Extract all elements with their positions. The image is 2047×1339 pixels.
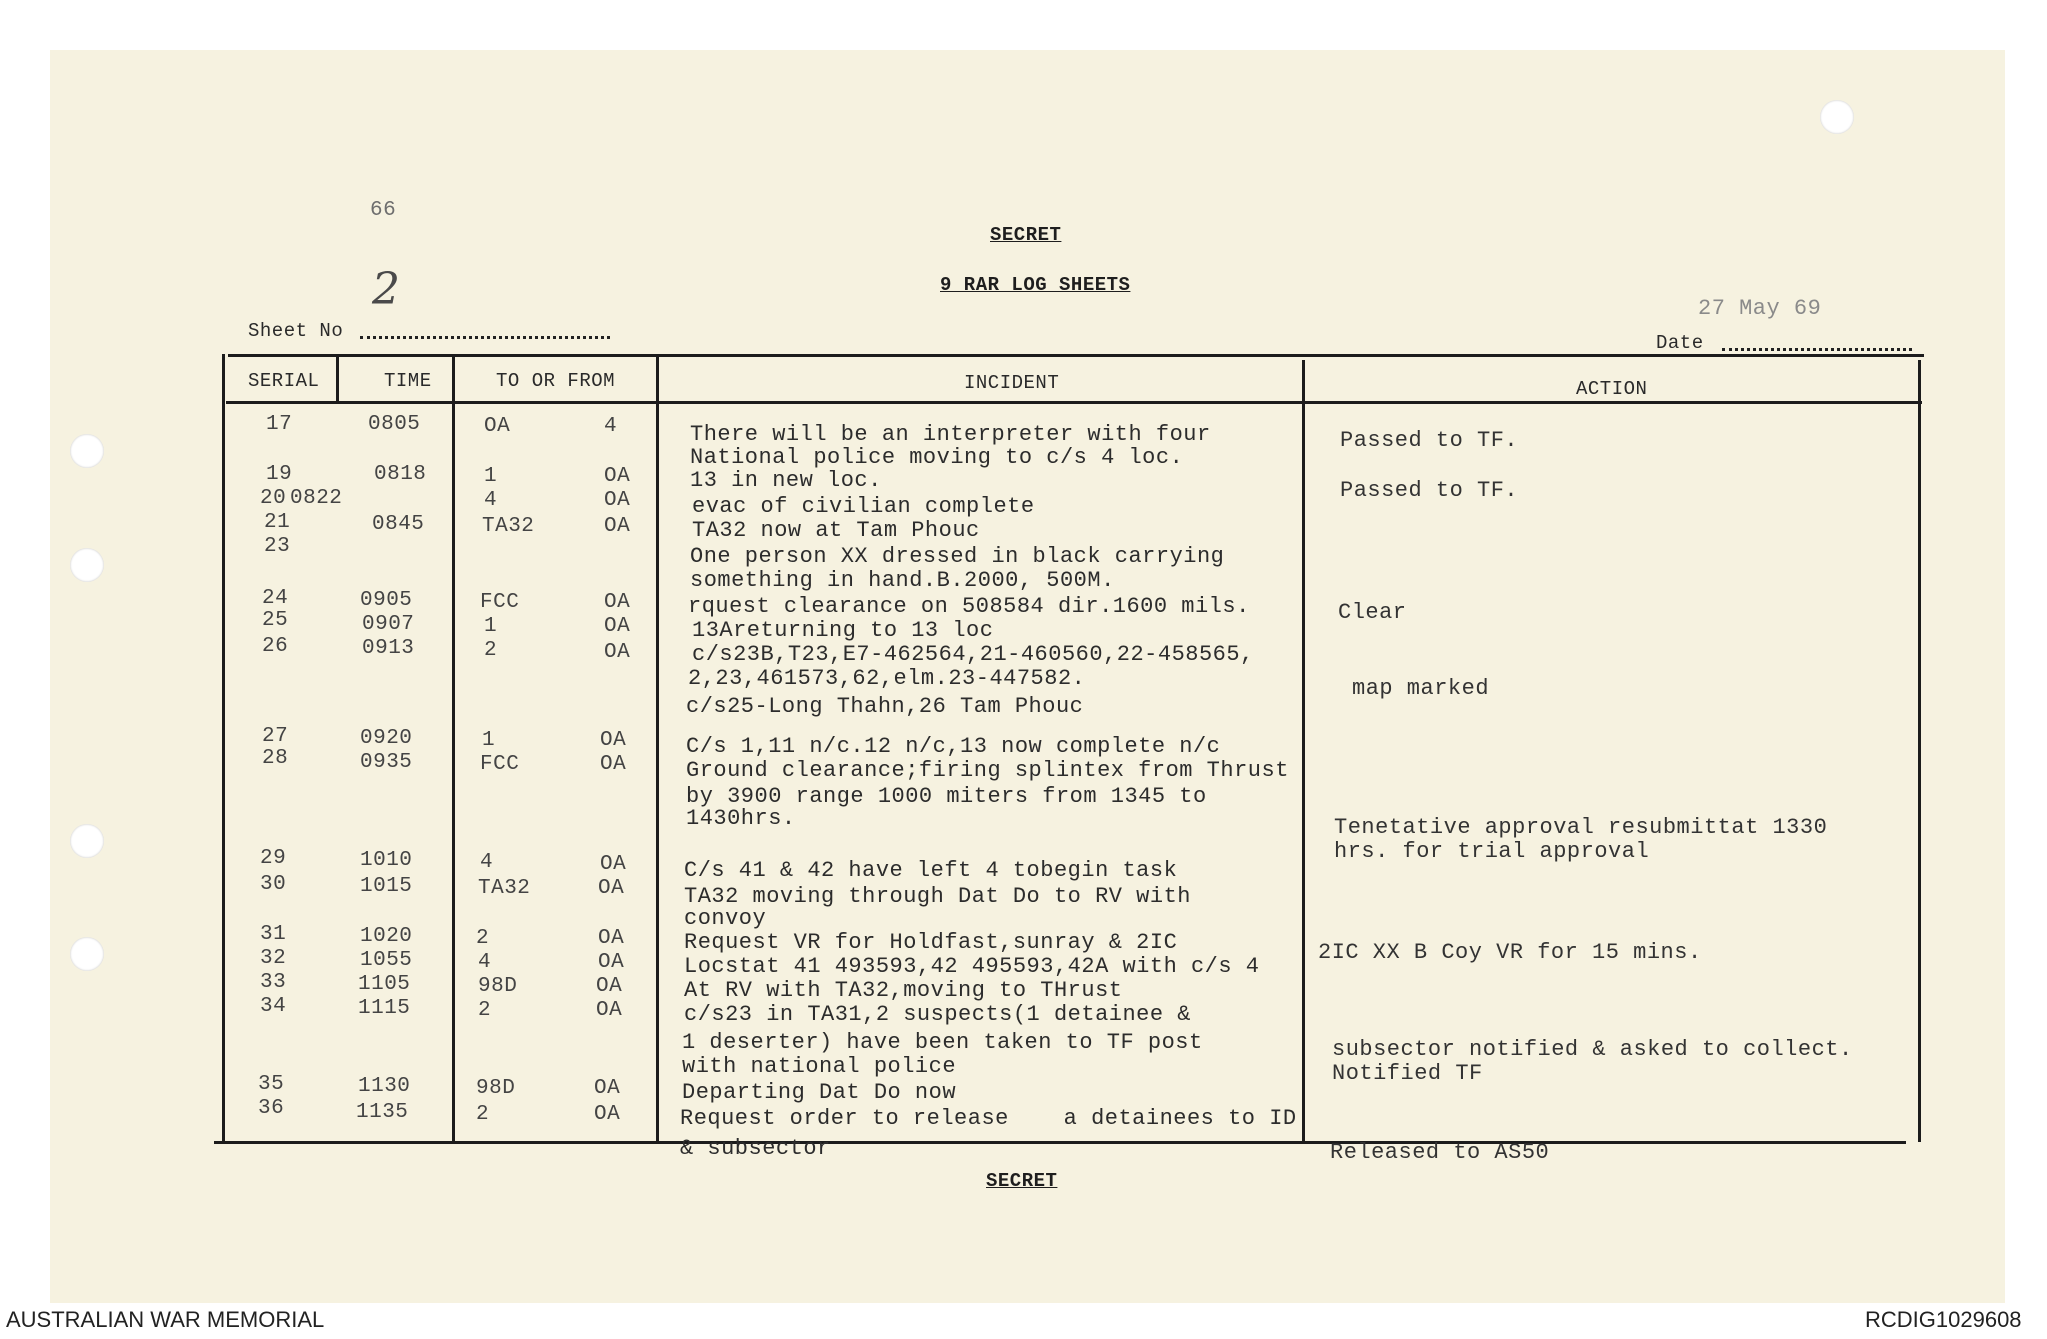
row-34-action-text: subsector notified & asked to collect. Notified TF [1332, 1037, 1853, 1087]
row-29-from: OA [600, 853, 627, 876]
row-34-incident: with national police [682, 1054, 957, 1079]
sheet-no-label: Sheet No [248, 320, 344, 342]
row-34-from: OA [596, 999, 623, 1022]
row-21-incident: TA32 now at Tam Phouc [692, 518, 980, 543]
row-17-serial: 17 [266, 413, 293, 436]
row-17-incident: There will be an interpreter with four [690, 422, 1211, 447]
row-29-serial: 29 [260, 847, 287, 870]
row-20-time: 0822 [290, 487, 343, 510]
document-title: 9 RAR LOG SHEETS [940, 274, 1131, 296]
row-24-to: FCC [480, 591, 520, 614]
row-28-action-text: Tenetative approval resubmittat 1330 hrs. for trial approval [1334, 815, 1828, 865]
row-33-to: 98D [478, 975, 518, 998]
date-dotted-line [1722, 348, 1912, 351]
punch-hole [70, 937, 104, 971]
row-32-incident: Locstat 41 493593,42 495593,42A with c/s 4 [684, 954, 1260, 979]
date-value: 27 May 69 [1698, 296, 1822, 321]
header-serial: SERIAL [248, 370, 320, 392]
row-33-time: 1105 [358, 973, 411, 996]
row-34-serial: 34 [260, 995, 287, 1018]
row-25-serial: 25 [262, 609, 289, 632]
punch-hole [70, 434, 104, 468]
row-32-from: OA [598, 951, 625, 974]
row-31-time: 1020 [360, 925, 413, 948]
row-26-to: 2 [484, 639, 498, 662]
row-36-incident: Request order to release a detainees to ID [680, 1106, 1297, 1131]
row-21-to: TA32 [482, 515, 535, 538]
row-31-serial: 31 [260, 923, 287, 946]
row-27-serial: 27 [262, 725, 289, 748]
column-rule-incident-action [1302, 360, 1305, 1142]
punch-hole [70, 824, 104, 858]
row-20-to: 4 [484, 489, 498, 512]
row-27-time: 0920 [360, 727, 413, 750]
row-28-to: FCC [480, 753, 520, 776]
classification-top: SECRET [990, 224, 1062, 246]
row-19-time: 0818 [374, 463, 427, 486]
row-27-from: OA [600, 729, 627, 752]
row-20-serial: 20 [260, 487, 287, 510]
row-26-serial: 26 [262, 635, 289, 658]
row-35-time: 1130 [358, 1075, 411, 1098]
row-36-time: 1135 [356, 1101, 409, 1124]
row-25-to: 1 [484, 615, 498, 638]
punch-hole [70, 548, 104, 582]
row-25-incident: 13Areturning to 13 loc [692, 618, 994, 643]
row-31-action: 2IC XX B Coy VR for 15 mins. [1318, 940, 1702, 965]
row-32-to: 4 [478, 951, 492, 974]
row-17-to: OA [484, 415, 511, 438]
row-29-incident: C/s 41 & 42 have left 4 tobegin task [684, 858, 1178, 883]
row-24-time: 0905 [360, 589, 413, 612]
row-27-to: 1 [482, 729, 496, 752]
row-28-incident: Ground clearance;firing splintex from Thrust [686, 758, 1289, 783]
row-28-incident: by 3900 range 1000 miters from 1345 to [686, 784, 1207, 809]
row-35-incident: Departing Dat Do now [682, 1080, 957, 1105]
row-19-action: Passed to TF. [1340, 478, 1519, 503]
table-header-rule [226, 401, 1922, 404]
row-19-incident: 13 in new loc. [690, 468, 882, 493]
row-23-serial: 23 [264, 535, 291, 558]
row-17-from: 4 [604, 415, 618, 438]
row-17-incident: National police moving to c/s 4 loc. [690, 445, 1184, 470]
row-36-from: OA [594, 1103, 621, 1126]
row-33-from: OA [596, 975, 623, 998]
row-32-time: 1055 [360, 949, 413, 972]
row-28-action [1334, 816, 1827, 864]
row-35-from: OA [594, 1077, 621, 1100]
row-25-time: 0907 [362, 613, 415, 636]
footer-credit-left: AUSTRALIAN WAR MEMORIAL [6, 1307, 325, 1332]
row-36-serial: 36 [258, 1097, 285, 1120]
header-to-or-from: TO OR FROM [496, 370, 616, 392]
row-24-action: Clear [1338, 600, 1407, 625]
row-28-from: OA [600, 753, 627, 776]
row-19-to: 1 [484, 465, 498, 488]
table-left-border [222, 354, 225, 1144]
row-36-to: 2 [476, 1103, 490, 1126]
row-30-time: 1015 [360, 875, 413, 898]
column-rule-serial-time [336, 354, 339, 404]
header-time: TIME [384, 370, 432, 392]
row-26-incident: 2,23,461573,62,elm.23-447582. [688, 666, 1086, 691]
row-29-to: 4 [480, 851, 494, 874]
column-rule-to-incident [656, 354, 659, 1144]
row-34-incident: c/s23 in TA31,2 suspects(1 detainee & [684, 1002, 1191, 1027]
row-24-from: OA [604, 591, 631, 614]
row-25-from: OA [604, 615, 631, 638]
row-21-serial: 21 [264, 511, 291, 534]
row-29-time: 1010 [360, 849, 413, 872]
sheet-number: 2 [372, 264, 401, 315]
row-30-from: OA [598, 877, 625, 900]
row-20-incident: evac of civilian complete [692, 494, 1035, 519]
row-26-action: map marked [1352, 676, 1490, 701]
row-34-action [1332, 1038, 1853, 1086]
table-bottom-border [214, 1141, 1906, 1144]
sheet-no-dotted-line [360, 336, 610, 339]
row-30-incident: TA32 moving through Dat Do to RV with [684, 884, 1191, 909]
row-28-incident: 1430hrs. [686, 806, 796, 831]
table-right-border [1918, 360, 1921, 1142]
page-number: 66 [370, 199, 397, 222]
row-31-incident: Request VR for Holdfast,sunray & 2IC [684, 930, 1178, 955]
row-26-incident: c/s25-Long Thahn,26 Tam Phouc [686, 694, 1084, 719]
row-34-incident: 1 deserter) have been taken to TF post [682, 1030, 1203, 1055]
footer-credit-right: RCDIG1029608 [1865, 1307, 2022, 1332]
row-26-incident: c/s23B,T23,E7-462564,21-460560,22-458565, [692, 642, 1254, 667]
column-rule-time-to [452, 354, 455, 1144]
table-top-border [228, 354, 1924, 357]
punch-hole [1820, 100, 1854, 134]
row-36-action: Released to AS50 [1330, 1140, 1550, 1165]
row-24-serial: 24 [262, 587, 289, 610]
row-33-serial: 33 [260, 971, 287, 994]
row-36-incident: & subsector [680, 1136, 831, 1161]
classification-bottom: SECRET [986, 1170, 1058, 1192]
row-34-time: 1115 [358, 997, 411, 1020]
row-32-serial: 32 [260, 947, 287, 970]
header-action: ACTION [1576, 378, 1648, 400]
row-35-to: 98D [476, 1077, 516, 1100]
row-21-from: OA [604, 515, 631, 538]
row-19-serial: 19 [266, 463, 293, 486]
row-27-incident: C/s 1,11 n/c.12 n/c,13 now complete n/c [686, 734, 1221, 759]
row-33-incident: At RV with TA32,moving to THrust [684, 978, 1123, 1003]
row-30-incident: convoy [684, 906, 767, 931]
row-28-time: 0935 [360, 751, 413, 774]
row-17-time: 0805 [368, 413, 421, 436]
date-label: Date [1656, 332, 1704, 354]
row-26-time: 0913 [362, 637, 415, 660]
row-30-to: TA32 [478, 877, 531, 900]
row-28-serial: 28 [262, 747, 289, 770]
header-incident: INCIDENT [964, 372, 1060, 394]
row-19-from: OA [604, 465, 631, 488]
row-23-incident: something in hand.B.2000, 500M. [690, 568, 1115, 593]
row-20-from: OA [604, 489, 631, 512]
row-26-from: OA [604, 641, 631, 664]
row-31-from: OA [598, 927, 625, 950]
row-34-to: 2 [478, 999, 492, 1022]
row-17-action: Passed to TF. [1340, 428, 1519, 453]
row-23-incident: One person XX dressed in black carrying [690, 544, 1225, 569]
row-24-incident: rquest clearance on 508584 dir.1600 mils. [688, 594, 1250, 619]
row-31-to: 2 [476, 927, 490, 950]
row-21-time: 0845 [372, 513, 425, 536]
row-30-serial: 30 [260, 873, 287, 896]
row-35-serial: 35 [258, 1073, 285, 1096]
